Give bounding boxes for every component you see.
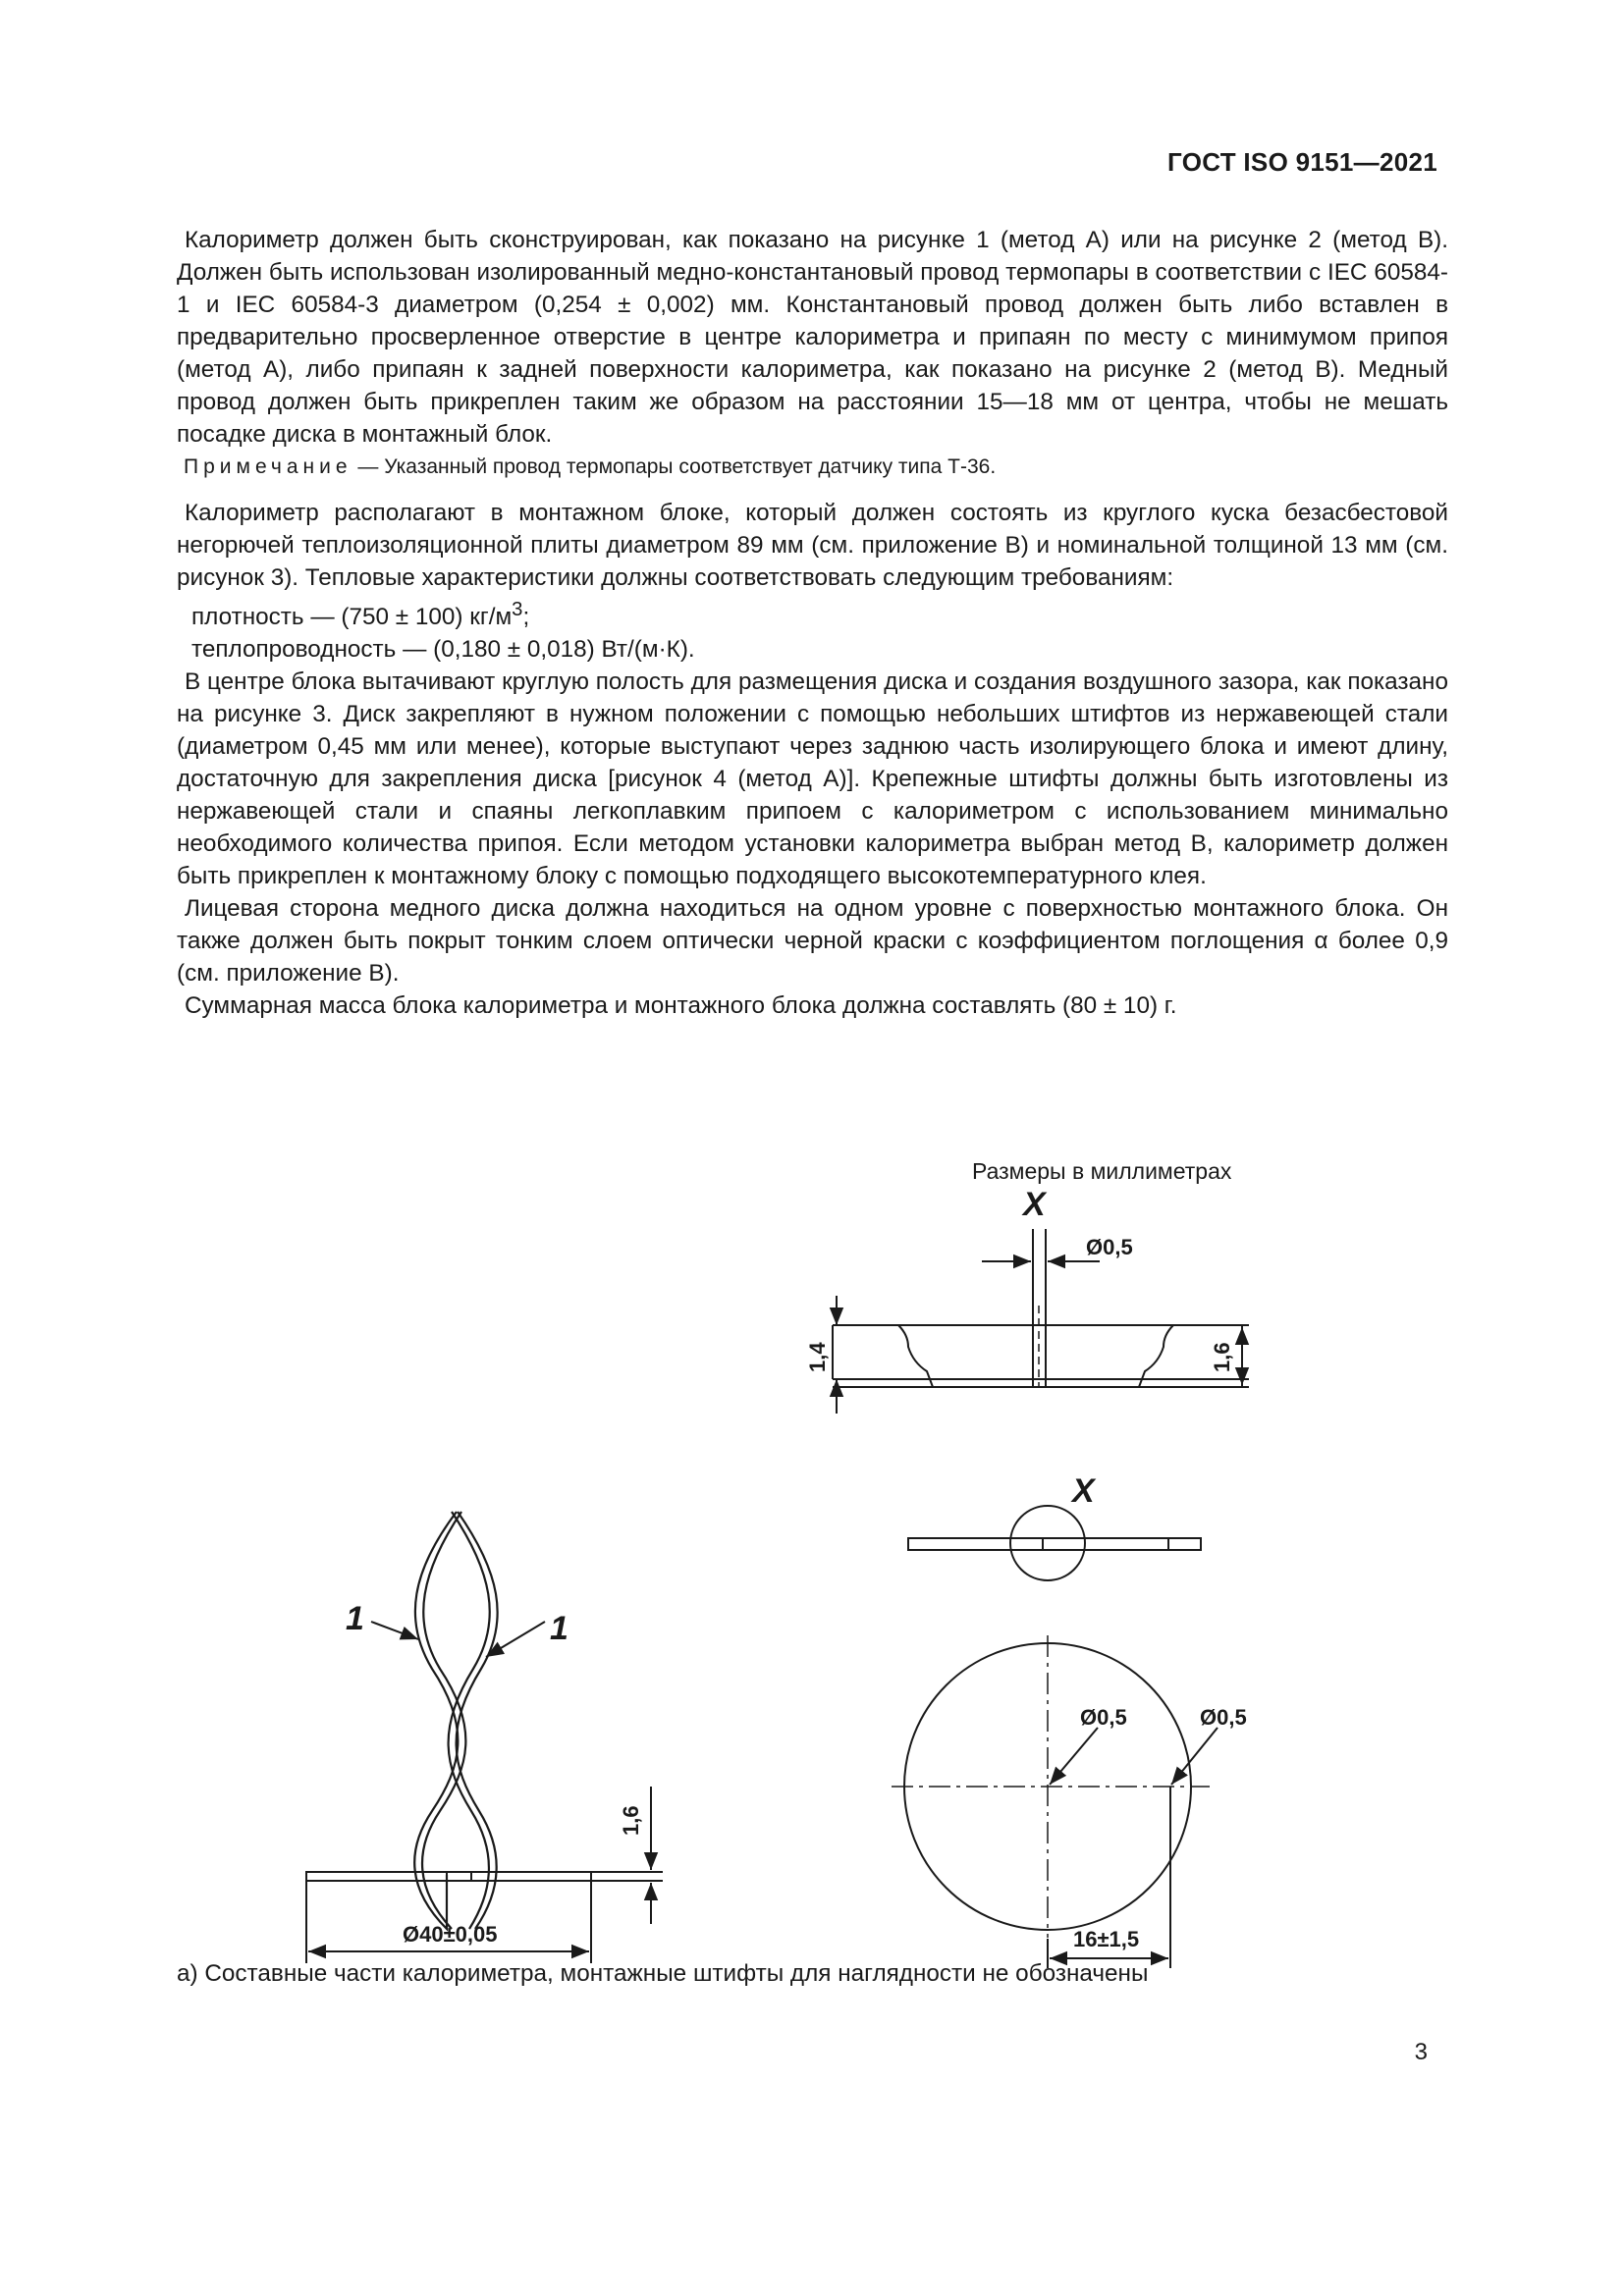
dim-offset: 16±1,5 [1073, 1927, 1140, 1951]
detail-x-label: X [1023, 1186, 1046, 1223]
conductivity-line: теплопроводность — (0,180 ± 0,018) Вт/(м·К). [191, 636, 695, 664]
paragraph-total-mass: Суммарная масса блока калориметра и монтажного блока должна составлять (80 ± 10) г. [185, 992, 1177, 1020]
dim-edge-hole: Ø0,5 [1200, 1705, 1247, 1730]
dim-thickness-right: 1,6 [1210, 1342, 1234, 1372]
paragraph-calorimeter-design: Калориметр должен быть сконструирован, как показано на рисунке 1 (метод А) или на рисунке 2 (метод В). Должен быть использован изолированный медно-константановый провод термопары в соответствии с IEC 60584-1 и IEC 60584-3 диаметром (0,254 ± 0,002) мм. Константановый провод должен быть либо вставлен в предварительно просверленное отверстие в центре калориметра и припаян по месту с минимумом припоя (метод А), либо припаян к задней поверхности калориметра, как показано на рисунке 2 (метод В). Медный провод должен быть прикреплен таким же образом на расстоянии 15—18 мм от центра, чтобы не мешать посадке диска в монтажный блок. [177, 227, 1448, 448]
dim-wire-thickness: 1,6 [619, 1805, 643, 1836]
note-label: Примечание [184, 455, 352, 478]
paragraph-cavity: В центре блока вытачивают круглую полость для размещения диска и создания воздушного зазора, как показано на рисунке 3. Диск закрепляют в нужном положении с помощью небольших штифтов из нержавеющей стали (диаметром 0,45 мм или менее), которые выступают через заднюю часть изолирующего блока и имеют длину, достаточную для закрепления диска [рисунок 4 (метод А)]. Крепежные штифты должны быть изготовлены из нержавеющей стали и спаяны легкоплавким припоем с калориметром с использованием минимально необходимого количества припоя. Если методом установки калориметра выбран метод В, калориметр должен быть прикреплен к монтажному блоку с помощью подходящего высокотемпературного клея. [177, 668, 1448, 890]
paragraph-mounting-block: Калориметр располагают в монтажном блоке, который должен состоять из круглого куска безасбестовой негорючей теплоизоляционной плиты диаметром 89 мм (см. приложение В) и номинальной толщиной 13 мм (см. рисунок 3). Тепловые характеристики должны соответствовать следующим требованиям: [177, 500, 1448, 591]
wire-label-right: 1 [550, 1610, 568, 1647]
page-number: 3 [1414, 2039, 1428, 2065]
detail-x-marker: X [1072, 1472, 1095, 1510]
thermocouple-wires [414, 1512, 497, 1929]
disk-top-view [892, 1635, 1218, 1968]
units-note: Размеры в миллиметрах [972, 1158, 1232, 1184]
note-text: — Указанный провод термопары соответствует датчику типа Т-36. [352, 455, 997, 478]
detail-x-section [833, 1229, 1249, 1414]
dim-thickness-left: 1,4 [805, 1342, 830, 1372]
standard-header: ГОСТ ISO 9151—2021 [1167, 147, 1437, 177]
disk-side-view [908, 1506, 1201, 1580]
wire-label-left: 1 [346, 1600, 364, 1637]
paragraph-face-side: Лицевая сторона медного диска должна находиться на одном уровне с поверхностью монтажного блока. Он также должен быть покрыт тонким слоем оптически черной краски с коэффициентом поглощения α более 0,9 (см. приложение В). [177, 895, 1448, 988]
dim-disk-diameter: Ø40±0,05 [403, 1922, 498, 1947]
dim-center-hole: Ø0,5 [1080, 1705, 1127, 1730]
density-line: плотность — (750 ± 100) $кг/м^3$; [191, 599, 530, 631]
dim-hole-label: Ø0,5 [1086, 1235, 1133, 1259]
figure-caption: а) Составные части калориметра, монтажные штифты для наглядности не обозначены [177, 1960, 1149, 1987]
